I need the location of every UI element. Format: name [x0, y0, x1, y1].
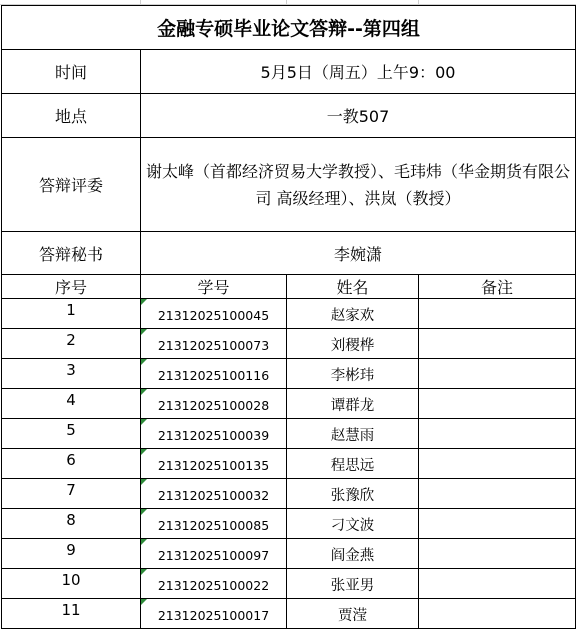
comment-marker-icon: [141, 359, 147, 365]
table-row: [2, 599, 576, 629]
jury-label[interactable]: 答辩评委: [2, 138, 141, 232]
column-header-no[interactable]: 序号: [2, 275, 141, 299]
student-name[interactable]: 阎金燕: [287, 539, 419, 569]
page-title[interactable]: 金融专硕毕业论文答辩--第四组: [2, 6, 576, 50]
student-id-cell[interactable]: [141, 419, 287, 449]
student-id: 21312025100085: [157, 518, 270, 533]
time-label[interactable]: 时间: [2, 50, 141, 94]
column-header-name[interactable]: 姓名: [287, 275, 419, 299]
place-label[interactable]: 地点: [2, 94, 141, 138]
note-cell[interactable]: [419, 329, 576, 359]
student-id-cell[interactable]: [141, 389, 287, 419]
comment-marker-icon: [141, 299, 147, 305]
comment-marker-icon: [141, 449, 147, 455]
table-row: [2, 389, 576, 419]
row-number[interactable]: 6: [2, 449, 141, 479]
student-name[interactable]: 刘稷桦: [287, 329, 419, 359]
place-value[interactable]: 一教507: [141, 94, 576, 138]
student-name[interactable]: 谭群龙: [287, 389, 419, 419]
jury-cell[interactable]: [141, 138, 576, 232]
student-name[interactable]: 程思远: [287, 449, 419, 479]
student-id-cell[interactable]: [141, 299, 287, 329]
row-number[interactable]: 1: [2, 299, 141, 329]
row-number[interactable]: 7: [2, 479, 141, 509]
column-header-id[interactable]: 学号: [141, 275, 287, 299]
time-value[interactable]: 5月5日（周五）上午9：00: [141, 50, 576, 94]
student-name[interactable]: 张豫欣: [287, 479, 419, 509]
table-row: [2, 449, 576, 479]
student-id: 21312025100028: [157, 398, 270, 413]
student-id-cell[interactable]: [141, 329, 287, 359]
comment-marker-icon: [141, 479, 147, 485]
jury-value: 谢太峰（首都经济贸易大学教授）、毛玮炜（华金期货有限公司 高级经理）、洪岚（教授）: [145, 161, 570, 208]
note-cell[interactable]: [419, 359, 576, 389]
comment-marker-icon: [141, 569, 147, 575]
student-id-cell[interactable]: [141, 479, 287, 509]
note-cell[interactable]: [419, 419, 576, 449]
student-id: 21312025100017: [157, 608, 270, 623]
row-number[interactable]: 2: [2, 329, 141, 359]
column-header-row: [2, 275, 576, 299]
student-name[interactable]: 李彬玮: [287, 359, 419, 389]
row-number[interactable]: 9: [2, 539, 141, 569]
student-name[interactable]: 张亚男: [287, 569, 419, 599]
table-row: [2, 299, 576, 329]
student-name[interactable]: 刁文波: [287, 509, 419, 539]
comment-marker-icon: [141, 599, 147, 605]
table-row: [2, 509, 576, 539]
table-row: [2, 419, 576, 449]
secretary-label[interactable]: 答辩秘书: [2, 232, 141, 275]
row-number[interactable]: 3: [2, 359, 141, 389]
note-cell[interactable]: [419, 539, 576, 569]
note-cell[interactable]: [419, 299, 576, 329]
comment-marker-icon: [141, 509, 147, 515]
student-id-cell[interactable]: [141, 509, 287, 539]
table-row: [2, 539, 576, 569]
student-id-cell[interactable]: [141, 359, 287, 389]
note-cell[interactable]: [419, 389, 576, 419]
student-name[interactable]: 赵慧雨: [287, 419, 419, 449]
student-name[interactable]: 贾滢: [287, 599, 419, 629]
row-number[interactable]: 11: [2, 599, 141, 629]
student-name[interactable]: 赵家欢: [287, 299, 419, 329]
table-row: [2, 329, 576, 359]
note-cell[interactable]: [419, 479, 576, 509]
row-number[interactable]: 10: [2, 569, 141, 599]
comment-marker-icon: [141, 419, 147, 425]
note-cell[interactable]: [419, 599, 576, 629]
student-id: 21312025100032: [157, 488, 270, 503]
table-row: [2, 479, 576, 509]
column-header-note[interactable]: 备注: [419, 275, 576, 299]
student-id: 21312025100045: [157, 308, 270, 323]
student-id-cell[interactable]: [141, 449, 287, 479]
comment-marker-icon: [141, 389, 147, 395]
secretary-value[interactable]: 李婉潇: [141, 232, 576, 275]
student-id: 21312025100135: [157, 458, 270, 473]
note-cell[interactable]: [419, 449, 576, 479]
row-number[interactable]: 5: [2, 419, 141, 449]
student-id: 21312025100022: [157, 578, 270, 593]
student-id-cell[interactable]: [141, 539, 287, 569]
row-number[interactable]: 8: [2, 509, 141, 539]
table-row: [2, 359, 576, 389]
note-cell[interactable]: [419, 509, 576, 539]
student-id: 21312025100097: [157, 548, 270, 563]
student-id: 21312025100116: [157, 368, 270, 383]
comment-marker-icon: [141, 329, 147, 335]
comment-marker-icon: [141, 539, 147, 545]
row-number[interactable]: 4: [2, 389, 141, 419]
student-id: 21312025100039: [157, 428, 270, 443]
defense-schedule-table: [1, 5, 576, 629]
student-id-cell[interactable]: [141, 599, 287, 629]
student-id: 21312025100073: [157, 338, 270, 353]
